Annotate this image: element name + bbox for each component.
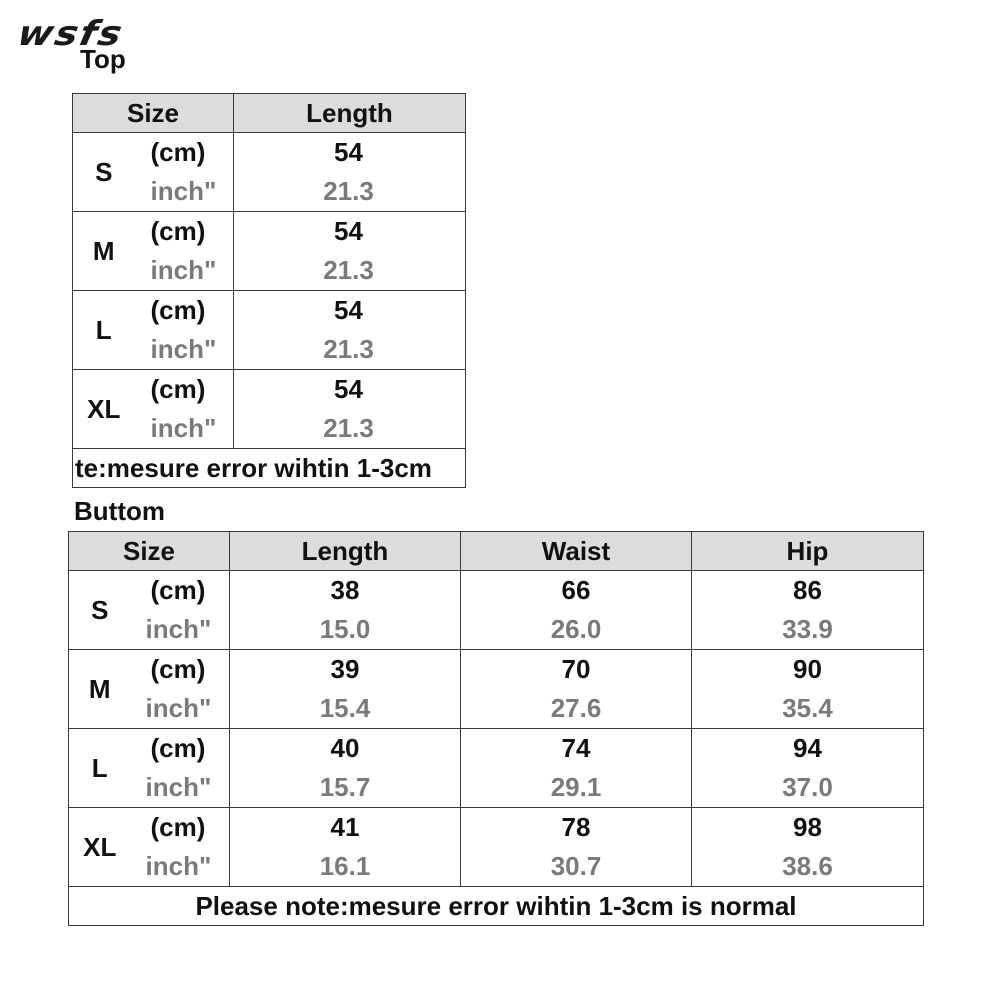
- length-cm-value: 54: [334, 295, 363, 325]
- unit-cell: [131, 650, 230, 729]
- size-label: L: [73, 291, 135, 370]
- table-row: [69, 729, 924, 808]
- unit-cm-label: (cm): [150, 137, 206, 167]
- unit-cm-label: (cm): [150, 733, 206, 763]
- hip-cell: [692, 571, 924, 650]
- size-label: S: [69, 571, 131, 650]
- unit-cell: [135, 291, 234, 370]
- hip-cm-value: 86: [793, 575, 822, 605]
- table-note-row: [73, 449, 466, 488]
- hip-inch-value: 38.6: [782, 851, 833, 881]
- waist-cm-value: 70: [561, 654, 591, 684]
- hip-cm-value: 94: [793, 733, 822, 763]
- unit-cm-label: (cm): [150, 216, 206, 246]
- waist-cell: [461, 571, 692, 650]
- length-cell: [234, 212, 466, 291]
- length-inch-value: 21.3: [323, 334, 374, 364]
- table-header-row: [69, 532, 924, 571]
- table-row: [73, 133, 466, 212]
- top-section-title: Top: [80, 44, 126, 74]
- size-label: M: [69, 650, 131, 729]
- length-inch-value: 16.1: [319, 851, 371, 881]
- header-size: Size: [69, 532, 230, 571]
- length-cell: [230, 571, 461, 650]
- unit-cm-label: (cm): [150, 575, 206, 605]
- header-waist: Waist: [461, 532, 692, 571]
- brand-logo: wsfs: [14, 13, 128, 53]
- unit-inch-label: inch": [150, 413, 217, 443]
- length-cm-value: 54: [334, 216, 363, 246]
- top-size-table: [72, 93, 466, 488]
- length-cm-value: 54: [334, 137, 363, 167]
- table-row: [69, 650, 924, 729]
- unit-inch-label: inch": [145, 614, 212, 644]
- measure-error-note: Please note:mesure error wihtin 1-3cm is normal: [69, 887, 924, 926]
- unit-cm-label: (cm): [150, 812, 206, 842]
- unit-inch-label: inch": [145, 851, 212, 881]
- size-label: S: [73, 133, 135, 212]
- table-note-row: [69, 887, 924, 926]
- length-inch-value: 21.3: [323, 176, 374, 206]
- hip-cell: [692, 729, 924, 808]
- length-cell: [230, 650, 461, 729]
- length-cm-value: 38: [330, 575, 360, 605]
- table-header-row: [73, 94, 466, 133]
- unit-cell: [131, 729, 230, 808]
- bottom-size-table: [68, 531, 924, 926]
- unit-cm-label: (cm): [150, 654, 206, 684]
- waist-cell: [461, 650, 692, 729]
- table-row: [73, 370, 466, 449]
- length-inch-value: 15.4: [319, 693, 371, 723]
- length-inch-value: 15.7: [319, 772, 371, 802]
- length-inch-value: 15.0: [319, 614, 371, 644]
- unit-cell: [135, 370, 234, 449]
- table-row: [73, 291, 466, 370]
- unit-cell: [135, 212, 234, 291]
- size-label: XL: [69, 808, 131, 887]
- header-length: Length: [234, 94, 466, 133]
- unit-cell: [131, 808, 230, 887]
- length-cell: [234, 291, 466, 370]
- waist-inch-value: 26.0: [550, 614, 602, 644]
- unit-inch-label: inch": [150, 334, 217, 364]
- length-cm-value: 41: [330, 812, 360, 842]
- hip-inch-value: 33.9: [782, 614, 833, 644]
- hip-cell: [692, 808, 924, 887]
- length-cell: [230, 808, 461, 887]
- length-inch-value: 21.3: [323, 413, 374, 443]
- table-row: [69, 571, 924, 650]
- unit-inch-label: inch": [150, 255, 217, 285]
- header-length: Length: [230, 532, 461, 571]
- length-cm-value: 40: [330, 733, 360, 763]
- waist-inch-value: 30.7: [550, 851, 602, 881]
- unit-inch-label: inch": [150, 176, 217, 206]
- unit-cm-label: (cm): [150, 295, 206, 325]
- waist-inch-value: 27.6: [550, 693, 602, 723]
- unit-inch-label: inch": [145, 772, 212, 802]
- size-label: L: [69, 729, 131, 808]
- waist-cell: [461, 729, 692, 808]
- size-label: XL: [73, 370, 135, 449]
- hip-inch-value: 37.0: [782, 772, 833, 802]
- header-size: Size: [73, 94, 234, 133]
- unit-cell: [131, 571, 230, 650]
- table-row: [69, 808, 924, 887]
- hip-cell: [692, 650, 924, 729]
- length-cm-value: 54: [334, 374, 363, 404]
- waist-cm-value: 78: [561, 812, 591, 842]
- length-cell: [234, 370, 466, 449]
- table-row: [73, 212, 466, 291]
- length-cell: [234, 133, 466, 212]
- bottom-section-title: Buttom: [74, 496, 165, 526]
- waist-inch-value: 29.1: [550, 772, 602, 802]
- unit-inch-label: inch": [145, 693, 212, 723]
- hip-cm-value: 90: [793, 654, 822, 684]
- length-inch-value: 21.3: [323, 255, 374, 285]
- waist-cm-value: 66: [561, 575, 591, 605]
- unit-cm-label: (cm): [150, 374, 206, 404]
- measure-error-note: te:mesure error wihtin 1-3cm: [73, 449, 466, 488]
- waist-cell: [461, 808, 692, 887]
- length-cm-value: 39: [330, 654, 360, 684]
- length-cell: [230, 729, 461, 808]
- unit-cell: [135, 133, 234, 212]
- waist-cm-value: 74: [561, 733, 591, 763]
- hip-inch-value: 35.4: [782, 693, 833, 723]
- header-hip: Hip: [692, 532, 924, 571]
- hip-cm-value: 98: [793, 812, 822, 842]
- size-label: M: [73, 212, 135, 291]
